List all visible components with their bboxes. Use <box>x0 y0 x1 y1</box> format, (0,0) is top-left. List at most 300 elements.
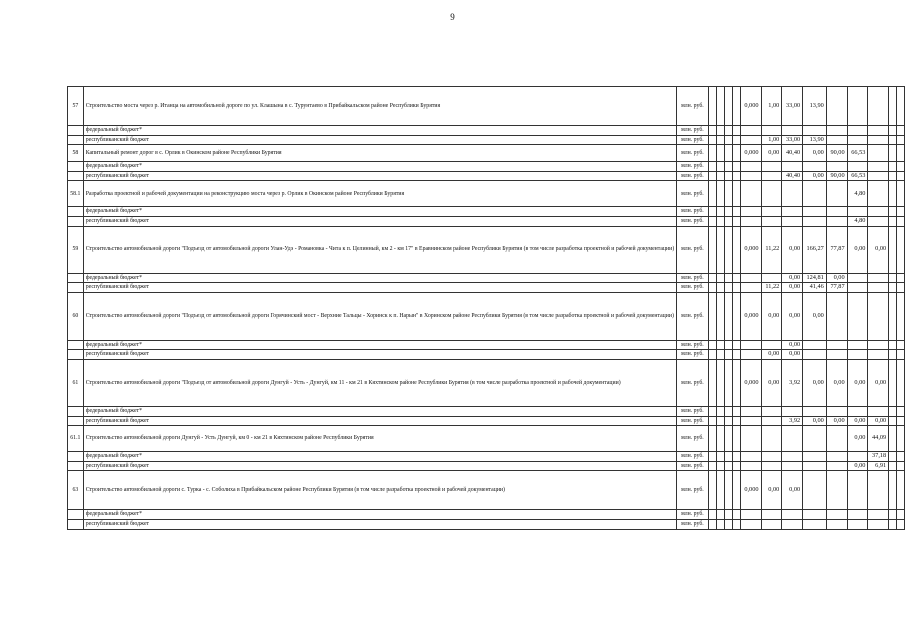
row-number <box>68 162 84 172</box>
value-cell <box>716 171 724 181</box>
table-row <box>68 283 905 293</box>
value-cell <box>732 359 740 406</box>
value-cell <box>724 461 732 471</box>
table-row <box>68 145 905 162</box>
value-cell: 3,92 <box>782 359 803 406</box>
value-cell <box>724 340 732 350</box>
row-unit: млн. руб. <box>677 273 708 283</box>
value-cell <box>826 519 847 529</box>
value-cell <box>889 426 897 452</box>
value-cell <box>708 226 716 273</box>
row-description: Строительство автомобильной дороги "Подъезд от автомобильной дороги Горячинский мост - Верхние Тальцы - Хоринск к п. Нарын" в Хоринском районе Республики Бурятия (в том числе разработка проектной и рабочей документации) <box>83 292 676 340</box>
value-cell <box>708 171 716 181</box>
value-cell <box>716 207 724 217</box>
table-row <box>68 406 905 416</box>
row-description: федеральный бюджет* <box>83 406 676 416</box>
value-cell: 11,22 <box>761 283 782 293</box>
value-cell <box>740 135 761 145</box>
value-cell: 0,00 <box>826 359 847 406</box>
value-cell <box>868 350 889 360</box>
value-cell: 40,40 <box>782 145 803 162</box>
value-cell <box>826 216 847 226</box>
value-cell <box>708 416 716 426</box>
value-cell <box>740 273 761 283</box>
value-cell <box>761 519 782 529</box>
value-cell: 90,00 <box>826 171 847 181</box>
value-cell: 0,00 <box>826 416 847 426</box>
table-row <box>68 226 905 273</box>
value-cell <box>716 416 724 426</box>
row-number <box>68 135 84 145</box>
value-cell <box>803 406 827 416</box>
value-cell <box>716 292 724 340</box>
value-cell: 0,00 <box>782 283 803 293</box>
value-cell <box>782 181 803 207</box>
value-cell <box>889 171 897 181</box>
value-cell: 0,000 <box>740 145 761 162</box>
value-cell <box>708 461 716 471</box>
value-cell: 33,00 <box>782 87 803 126</box>
value-cell <box>897 283 905 293</box>
value-cell: 13,90 <box>803 87 827 126</box>
value-cell <box>732 135 740 145</box>
table-row <box>68 87 905 126</box>
value-cell <box>889 519 897 529</box>
value-cell <box>732 145 740 162</box>
table-row <box>68 181 905 207</box>
value-cell <box>732 416 740 426</box>
row-unit: млн. руб. <box>677 350 708 360</box>
value-cell <box>889 350 897 360</box>
value-cell <box>868 181 889 207</box>
value-cell <box>732 406 740 416</box>
value-cell: 0,00 <box>782 226 803 273</box>
value-cell <box>897 426 905 452</box>
value-cell <box>889 283 897 293</box>
value-cell <box>889 340 897 350</box>
value-cell: 13,90 <box>803 135 827 145</box>
row-unit: млн. руб. <box>677 359 708 406</box>
value-cell: 0,000 <box>740 359 761 406</box>
table-row <box>68 452 905 462</box>
value-cell <box>889 406 897 416</box>
value-cell <box>782 519 803 529</box>
value-cell <box>740 426 761 452</box>
value-cell <box>716 181 724 207</box>
row-unit: млн. руб. <box>677 406 708 416</box>
value-cell: 0,00 <box>803 145 827 162</box>
value-cell <box>724 426 732 452</box>
value-cell <box>889 181 897 207</box>
table-row <box>68 519 905 529</box>
value-cell <box>868 510 889 520</box>
value-cell: 1,00 <box>761 87 782 126</box>
value-cell <box>803 350 827 360</box>
row-number <box>68 216 84 226</box>
row-unit: млн. руб. <box>677 181 708 207</box>
row-unit: млн. руб. <box>677 426 708 452</box>
value-cell <box>889 216 897 226</box>
value-cell <box>826 406 847 416</box>
value-cell <box>732 216 740 226</box>
value-cell <box>897 461 905 471</box>
value-cell <box>708 406 716 416</box>
row-number: 59 <box>68 226 84 273</box>
value-cell: 0,00 <box>761 350 782 360</box>
value-cell <box>826 162 847 172</box>
value-cell: 40,40 <box>782 171 803 181</box>
value-cell <box>716 226 724 273</box>
value-cell <box>847 452 868 462</box>
value-cell: 0,00 <box>803 292 827 340</box>
value-cell <box>868 340 889 350</box>
value-cell <box>803 181 827 207</box>
value-cell <box>868 292 889 340</box>
row-description: республиканский бюджет <box>83 416 676 426</box>
value-cell <box>847 350 868 360</box>
value-cell <box>724 171 732 181</box>
value-cell <box>761 273 782 283</box>
value-cell <box>740 406 761 416</box>
value-cell <box>761 171 782 181</box>
value-cell <box>889 87 897 126</box>
row-unit: млн. руб. <box>677 340 708 350</box>
value-cell <box>724 226 732 273</box>
value-cell <box>897 126 905 136</box>
table-row <box>68 510 905 520</box>
row-number: 61.1 <box>68 426 84 452</box>
value-cell <box>826 181 847 207</box>
table-row <box>68 207 905 217</box>
value-cell <box>708 426 716 452</box>
value-cell: 0,00 <box>782 471 803 510</box>
value-cell <box>724 145 732 162</box>
value-cell <box>716 519 724 529</box>
page-number: 9 <box>450 12 455 22</box>
value-cell <box>897 273 905 283</box>
table-row <box>68 273 905 283</box>
row-number <box>68 416 84 426</box>
value-cell <box>826 461 847 471</box>
value-cell <box>897 171 905 181</box>
row-number: 57 <box>68 87 84 126</box>
value-cell <box>868 87 889 126</box>
value-cell <box>732 452 740 462</box>
row-description: федеральный бюджет* <box>83 162 676 172</box>
row-unit: млн. руб. <box>677 461 708 471</box>
value-cell <box>724 216 732 226</box>
row-unit: млн. руб. <box>677 216 708 226</box>
value-cell: 0,00 <box>847 416 868 426</box>
value-cell <box>724 510 732 520</box>
value-cell <box>847 292 868 340</box>
value-cell <box>708 519 716 529</box>
value-cell: 0,00 <box>782 273 803 283</box>
value-cell <box>868 145 889 162</box>
value-cell: 0,00 <box>782 340 803 350</box>
value-cell <box>826 452 847 462</box>
row-description: республиканский бюджет <box>83 350 676 360</box>
value-cell <box>889 162 897 172</box>
value-cell <box>724 181 732 207</box>
value-cell <box>761 162 782 172</box>
value-cell <box>761 510 782 520</box>
value-cell <box>803 126 827 136</box>
row-description: федеральный бюджет* <box>83 340 676 350</box>
value-cell <box>782 452 803 462</box>
value-cell <box>897 207 905 217</box>
value-cell <box>716 510 724 520</box>
value-cell: 0,00 <box>761 145 782 162</box>
value-cell <box>716 406 724 416</box>
value-cell: 77,87 <box>826 226 847 273</box>
value-cell <box>724 283 732 293</box>
value-cell <box>847 273 868 283</box>
table-row <box>68 126 905 136</box>
row-description: федеральный бюджет* <box>83 126 676 136</box>
value-cell <box>732 340 740 350</box>
value-cell <box>724 416 732 426</box>
value-cell <box>868 126 889 136</box>
value-cell <box>889 461 897 471</box>
value-cell <box>826 426 847 452</box>
value-cell <box>803 162 827 172</box>
row-unit: млн. руб. <box>677 145 708 162</box>
value-cell: 0,00 <box>782 350 803 360</box>
value-cell <box>740 126 761 136</box>
row-description: Капитальный ремонт дорог в с. Орлик в Окинском районе Республики Бурятия <box>83 145 676 162</box>
value-cell <box>761 340 782 350</box>
value-cell <box>716 162 724 172</box>
value-cell <box>716 359 724 406</box>
row-description: Строительство автомобильной дороги с. Турка - с. Соболиха в Прибайкальском районе Республики Бурятия (в том числе разработка проектной и рабочей документации) <box>83 471 676 510</box>
value-cell: 37,18 <box>868 452 889 462</box>
value-cell <box>897 87 905 126</box>
value-cell <box>740 162 761 172</box>
value-cell <box>732 283 740 293</box>
value-cell <box>761 426 782 452</box>
value-cell <box>897 181 905 207</box>
value-cell <box>724 87 732 126</box>
value-cell: 0,00 <box>761 292 782 340</box>
value-cell <box>740 207 761 217</box>
value-cell <box>732 426 740 452</box>
table-row <box>68 350 905 360</box>
table-row <box>68 416 905 426</box>
table-row <box>68 471 905 510</box>
value-cell <box>803 461 827 471</box>
row-number <box>68 126 84 136</box>
value-cell <box>740 216 761 226</box>
value-cell: 0,00 <box>868 359 889 406</box>
row-number <box>68 171 84 181</box>
row-description: Разработка проектной и рабочей документации на реконструкцию моста через р. Орлик в Окинском районе Республики Бурятия <box>83 181 676 207</box>
value-cell <box>826 207 847 217</box>
row-number <box>68 461 84 471</box>
value-cell <box>740 171 761 181</box>
row-number <box>68 340 84 350</box>
row-number: 58.1 <box>68 181 84 207</box>
value-cell <box>868 162 889 172</box>
value-cell <box>782 162 803 172</box>
value-cell <box>732 461 740 471</box>
value-cell: 90,00 <box>826 145 847 162</box>
value-cell <box>803 216 827 226</box>
value-cell <box>897 406 905 416</box>
value-cell <box>740 510 761 520</box>
value-cell <box>716 426 724 452</box>
value-cell <box>803 471 827 510</box>
value-cell: 0,00 <box>761 359 782 406</box>
value-cell <box>732 273 740 283</box>
value-cell <box>826 340 847 350</box>
value-cell <box>732 471 740 510</box>
value-cell <box>826 350 847 360</box>
value-cell <box>761 181 782 207</box>
value-cell: 0,000 <box>740 292 761 340</box>
row-description: республиканский бюджет <box>83 519 676 529</box>
value-cell <box>732 162 740 172</box>
value-cell: 0,00 <box>847 359 868 406</box>
value-cell <box>708 350 716 360</box>
row-unit: млн. руб. <box>677 283 708 293</box>
value-cell <box>732 207 740 217</box>
value-cell <box>740 283 761 293</box>
value-cell <box>732 510 740 520</box>
value-cell <box>782 510 803 520</box>
row-number <box>68 283 84 293</box>
row-number: 61 <box>68 359 84 406</box>
value-cell <box>868 207 889 217</box>
value-cell: 0,00 <box>847 461 868 471</box>
value-cell <box>716 126 724 136</box>
value-cell <box>889 126 897 136</box>
value-cell <box>716 216 724 226</box>
value-cell <box>782 126 803 136</box>
value-cell <box>897 145 905 162</box>
table-row <box>68 292 905 340</box>
value-cell <box>897 340 905 350</box>
value-cell <box>897 350 905 360</box>
value-cell: 0,00 <box>803 416 827 426</box>
value-cell <box>708 126 716 136</box>
value-cell <box>708 340 716 350</box>
value-cell <box>724 519 732 529</box>
row-number: 58 <box>68 145 84 162</box>
value-cell: 0,000 <box>740 471 761 510</box>
value-cell <box>868 283 889 293</box>
row-unit: млн. руб. <box>677 162 708 172</box>
value-cell <box>761 461 782 471</box>
row-unit: млн. руб. <box>677 226 708 273</box>
value-cell: 0,00 <box>868 416 889 426</box>
value-cell <box>847 471 868 510</box>
value-cell <box>716 452 724 462</box>
value-cell: 0,000 <box>740 226 761 273</box>
value-cell <box>897 519 905 529</box>
value-cell <box>897 471 905 510</box>
value-cell <box>803 340 827 350</box>
value-cell <box>803 452 827 462</box>
value-cell <box>708 452 716 462</box>
row-unit: млн. руб. <box>677 292 708 340</box>
value-cell <box>732 126 740 136</box>
value-cell <box>847 162 868 172</box>
value-cell <box>868 135 889 145</box>
value-cell <box>868 273 889 283</box>
value-cell <box>716 145 724 162</box>
value-cell <box>782 207 803 217</box>
value-cell <box>761 452 782 462</box>
value-cell <box>889 452 897 462</box>
value-cell: 11,22 <box>761 226 782 273</box>
value-cell <box>732 292 740 340</box>
table-row <box>68 426 905 452</box>
table-row <box>68 359 905 406</box>
row-number <box>68 350 84 360</box>
row-number <box>68 207 84 217</box>
value-cell <box>708 87 716 126</box>
value-cell <box>803 519 827 529</box>
value-cell <box>897 135 905 145</box>
value-cell <box>724 126 732 136</box>
value-cell <box>716 350 724 360</box>
value-cell <box>782 426 803 452</box>
value-cell <box>826 135 847 145</box>
value-cell <box>868 171 889 181</box>
value-cell <box>897 452 905 462</box>
value-cell: 0,00 <box>868 226 889 273</box>
value-cell: 0,00 <box>826 273 847 283</box>
value-cell: 0,00 <box>782 292 803 340</box>
value-cell: 4,80 <box>847 181 868 207</box>
value-cell <box>732 171 740 181</box>
value-cell <box>826 126 847 136</box>
value-cell <box>847 135 868 145</box>
value-cell <box>740 181 761 207</box>
row-description: федеральный бюджет* <box>83 207 676 217</box>
value-cell <box>708 162 716 172</box>
value-cell <box>897 216 905 226</box>
value-cell: 0,00 <box>847 426 868 452</box>
value-cell <box>716 135 724 145</box>
value-cell <box>740 340 761 350</box>
value-cell <box>847 126 868 136</box>
row-description: республиканский бюджет <box>83 171 676 181</box>
value-cell: 77,87 <box>826 283 847 293</box>
value-cell <box>897 510 905 520</box>
value-cell <box>889 292 897 340</box>
value-cell: 124,81 <box>803 273 827 283</box>
row-number <box>68 273 84 283</box>
value-cell <box>782 216 803 226</box>
value-cell <box>732 350 740 360</box>
value-cell <box>889 471 897 510</box>
row-number: 60 <box>68 292 84 340</box>
row-unit: млн. руб. <box>677 471 708 510</box>
value-cell <box>868 471 889 510</box>
value-cell <box>897 292 905 340</box>
value-cell <box>708 292 716 340</box>
value-cell <box>740 416 761 426</box>
row-unit: млн. руб. <box>677 452 708 462</box>
value-cell <box>897 162 905 172</box>
value-cell <box>732 87 740 126</box>
value-cell <box>708 283 716 293</box>
value-cell <box>847 510 868 520</box>
value-cell <box>732 226 740 273</box>
row-unit: млн. руб. <box>677 519 708 529</box>
